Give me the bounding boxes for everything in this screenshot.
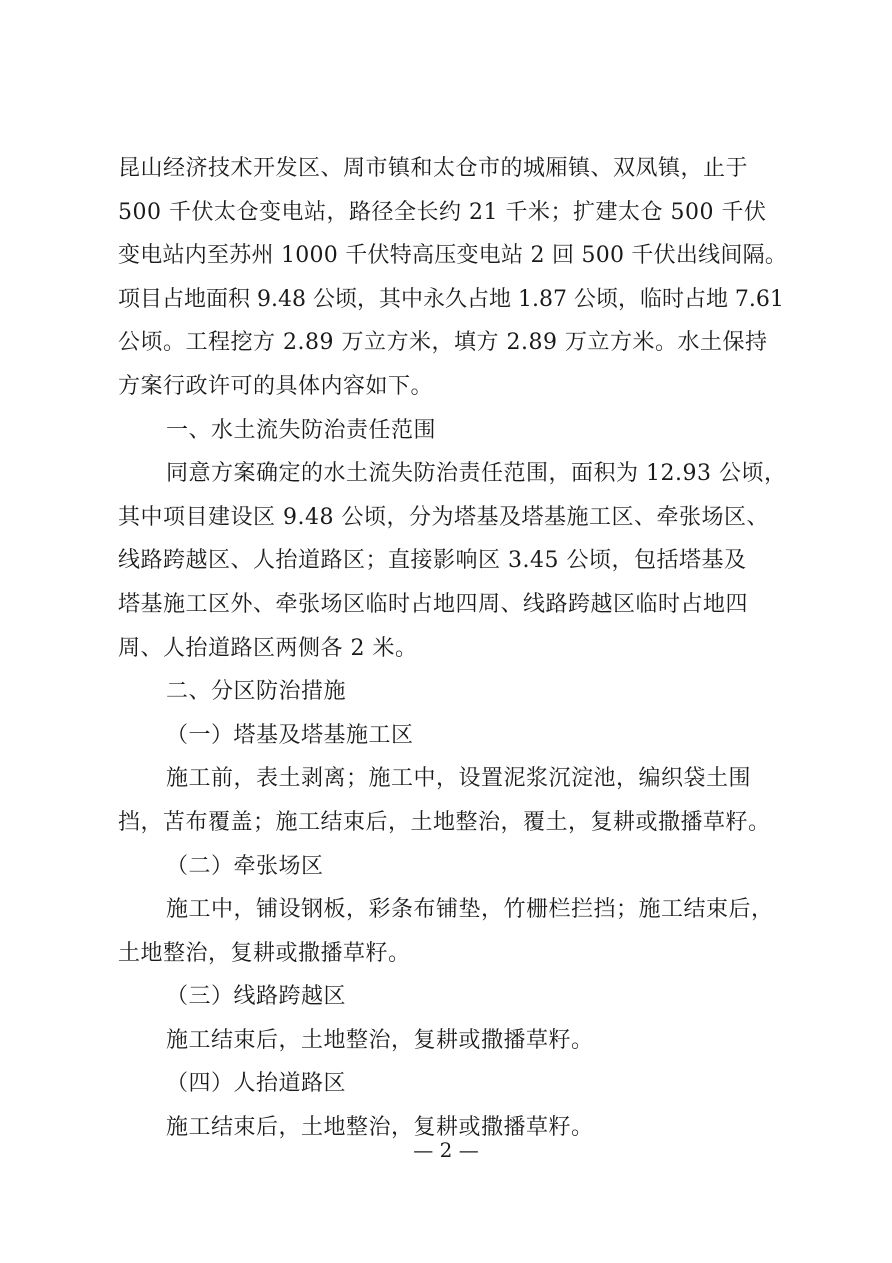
text-line: 公顷。工程挖方 2.89 万立方米，填方 2.89 万立方米。水土保持: [118, 330, 768, 356]
subsection-heading: （二）牵张场区: [166, 853, 324, 879]
page-number: — 2 —: [413, 1138, 479, 1162]
text-line: 施工结束后，土地整治，复耕或撒播草籽。: [166, 1027, 594, 1053]
text-line: 昆山经济技术开发区、周市镇和太仓市的城厢镇、双凤镇，止于: [118, 156, 749, 181]
text-line: 施工结束后，土地整治，复耕或撒播草籽。: [166, 1115, 594, 1141]
text-line: 土地整治，复耕或撒播草籽。: [118, 940, 411, 966]
section-heading: 一、水土流失防治责任范围: [166, 417, 437, 443]
text-line: 挡，苫布覆盖；施工结束后，土地整治，覆土，复耕或撒播草籽。: [118, 809, 771, 835]
subsection-heading: （一）塔基及塔基施工区: [166, 722, 414, 748]
text-line: 方案行政许可的具体内容如下。: [118, 373, 434, 399]
text-line: 施工前，表土剥离；施工中，设置泥浆沉淀池，编织袋土围: [166, 766, 752, 792]
text-line: 同意方案确定的水土流失防治责任范围，面积为 12.93 公顷，: [166, 461, 787, 487]
text-line: 500 千伏太仓变电站，路径全长约 21 千米；扩建太仓 500 千伏: [118, 199, 767, 225]
subsection-heading: （四）人抬道路区: [166, 1071, 347, 1097]
text-line: 其中项目建设区 9.48 公顷，分为塔基及塔基施工区、牵张场区、: [118, 504, 769, 530]
subsection-heading: （三）线路跨越区: [166, 984, 347, 1010]
text-line: 线路跨越区、人抬道路区；直接影响区 3.45 公顷，包括塔基及: [118, 548, 747, 574]
body-text: [118, 147, 790, 1150]
text-line: 施工中，铺设钢板，彩条布铺垫，竹栅栏拦挡；施工结束后，: [166, 897, 774, 923]
text-line: 项目占地面积 9.48 公顷，其中永久占地 1.87 公顷，临时占地 7.61: [118, 286, 784, 312]
text-line: 周、人抬道路区两侧各 2 米。: [118, 635, 418, 661]
text-line: 变电站内至苏州 1000 千伏特高压变电站 2 回 500 千伏出线间隔。: [118, 243, 788, 269]
section-heading: 二、分区防治措施: [166, 679, 347, 705]
text-line: 塔基施工区外、牵张场区临时占地四周、线路跨越区临时占地四: [118, 591, 749, 617]
